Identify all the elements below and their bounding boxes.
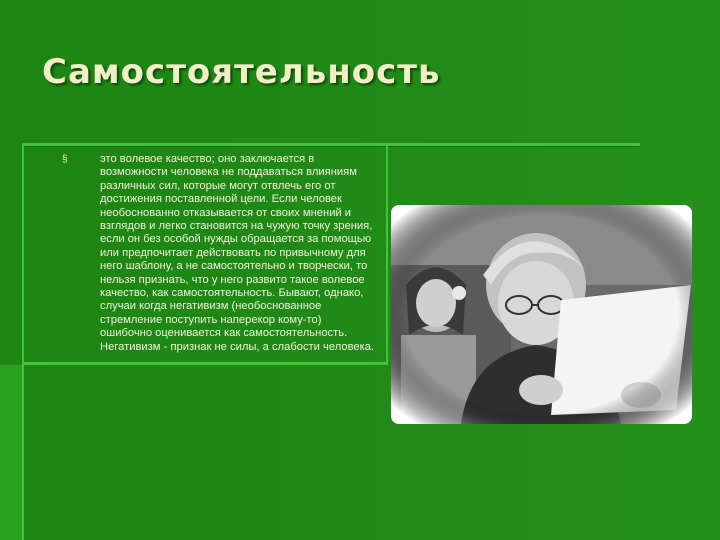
child-reading-photo-icon [391,205,692,424]
vertical-rule-inner [386,143,388,365]
slide-body-text: это волевое качество; оно заключается в возможности человека не поддаваться влияниям различных сил, которые могут отвлечь его от достижения поставленной цели. Если человек необоснованно отказывается от своих мнений и взглядов и легко становится на чужую точку зрения, если он без особой нужды обращается за помощью или предпочитает действовать по привычному для него шаблону, а не самостоятельно и творчески, то нельзя признать, что у него развито такое волевое качество, как самостоятельность. Бывают, однако, случаи когда негативизм (необоснованное стремление поступить наперекор кому-то) ошибочно оценивается как самостоятельность. Негативизм - признак не силы, а слабости человека. [100,153,375,353]
vertical-rule-left [22,143,24,540]
horizontal-rule-middle [22,362,386,365]
slide-title: Самостоятельность [42,52,441,92]
left-accent-bar [0,365,22,540]
square-bullet-icon: § [62,154,68,165]
horizontal-rule-shadow [22,146,640,147]
